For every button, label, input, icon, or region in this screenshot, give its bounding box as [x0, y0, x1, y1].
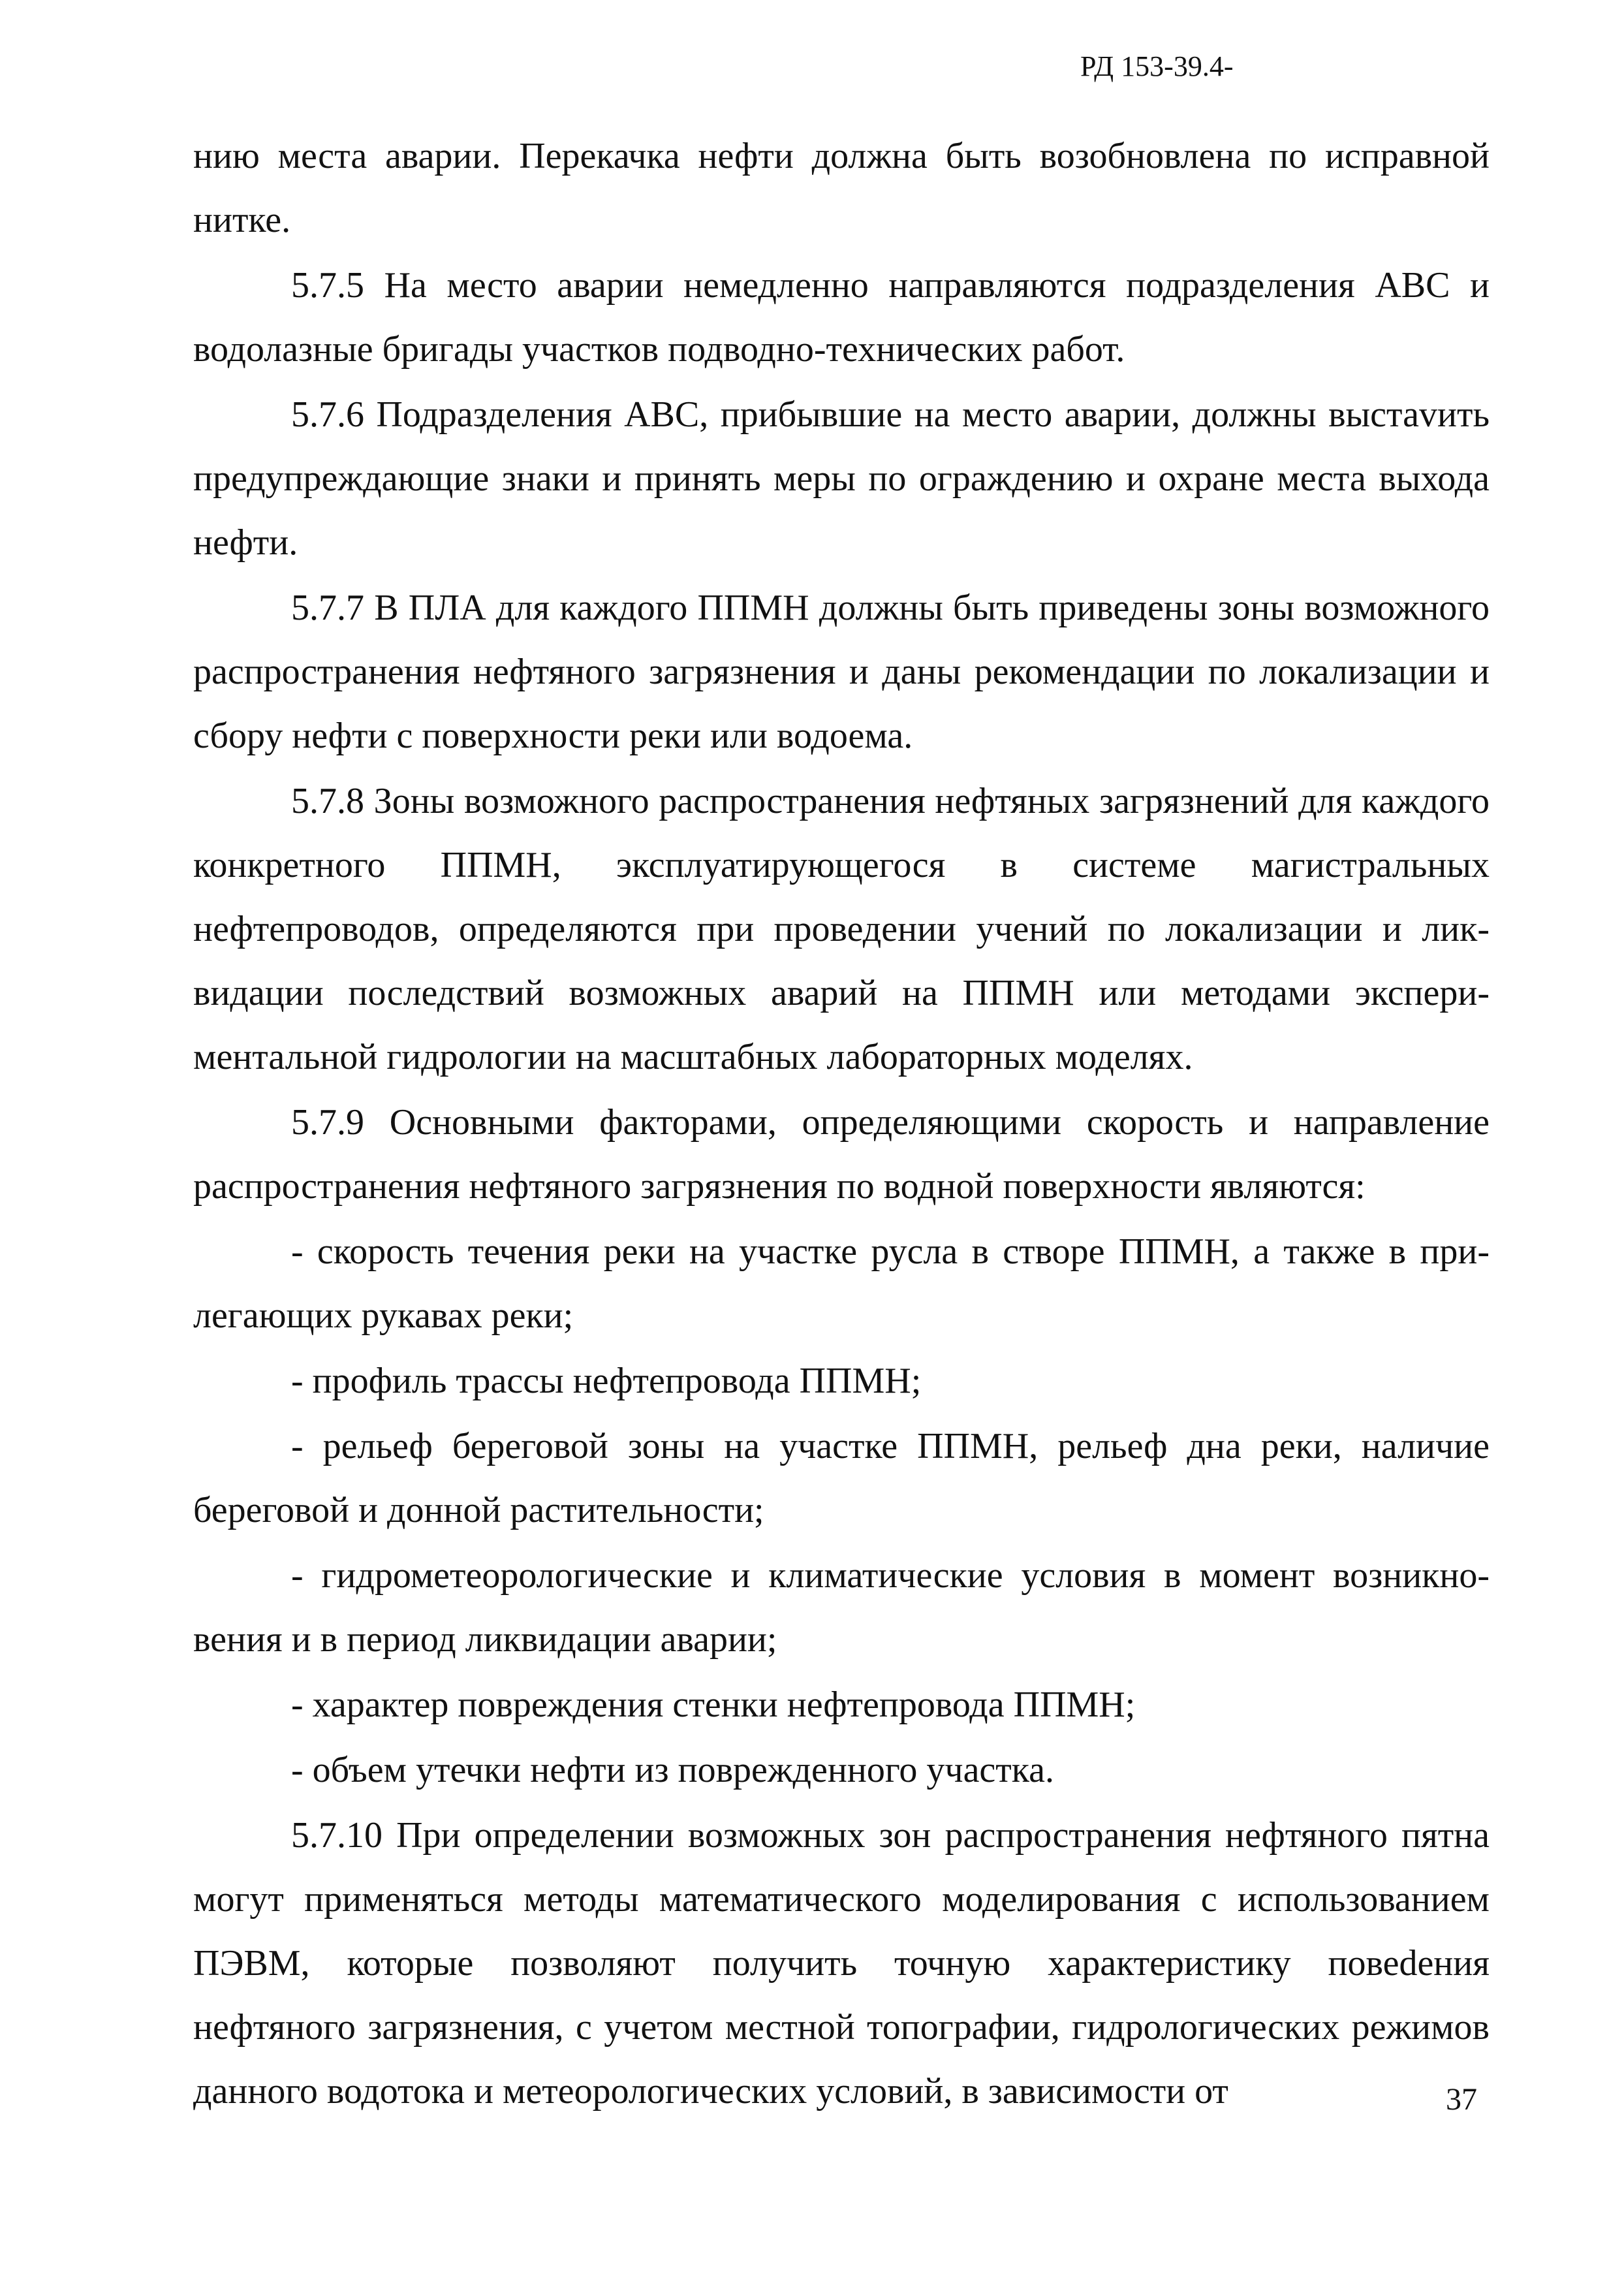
paragraph-5-7-6: 5.7.6 Подразделения АВС, прибывшие на место аварии, должны выстаvить предупреждающие знаки и принять меры по ограждению и охране места выхода нефти. — [193, 394, 1490, 563]
paragraph-5-7-10: 5.7.10 При определении возможных зон распространения нефтяного пятна могут применяться методы математического моделирования с использованием ПЭВМ, которые позволяют получить точную характеристику повеdения нефтяного загрязнения, с учетом местной топографии, гидрологических режимов данного водотока и метеорологических условий, в зависимости от — [193, 1815, 1490, 2111]
paragraph-5-7-5: 5.7.5 На место аварии немедленно направляются подразделения АВС и водолазные бригады участков подводно-технических работ. — [193, 265, 1490, 370]
paragraph-5-7-9: 5.7.9 Основными факторами, определяющими скорость и направление распространения нефтяного загрязнения по водной поверхности являются: — [193, 1102, 1490, 1207]
paragraph-5-7-8: 5.7.8 Зоны возможного распространения нефтяных загрязнений для каждого конкретного ППМН, эксплуатирующегося в системе магистральных нефтепроводов, определяются при проведении учений по локализации и ликвидации последствий возможных аварий на ППМН или методами экспериментальной гидрологии на масштабных лабораторных моделях. — [193, 781, 1490, 1077]
paragraph-5-7-7: 5.7.7 В ПЛА для каждого ППМН должны быть приведены зоны возможного распространения нефтяного загрязнения и даны рекомендации по локализации и сбору нефти с поверхности реки или водоема. — [193, 588, 1490, 756]
list-item-river-speed: - скорость течения реки на участке русла в створе ППМН, а также в прилегающих рукавах реки; — [193, 1231, 1490, 1336]
list-item-damage-type: - характер повреждения стенки нефтепровода ППМН; — [291, 1684, 1136, 1725]
document-code: РД 153-39.4- — [1080, 50, 1234, 82]
page-number: 37 — [1446, 2082, 1477, 2117]
list-item-weather: - гидрометеорологические и климатические условия в момент возникновения и в период ликвидации аварии; — [193, 1555, 1490, 1660]
list-item-leak-volume: - объем утечки нефти из поврежденного участка. — [291, 1750, 1054, 1790]
list-item-pipeline-profile: - профиль трассы нефтепровода ППМН; — [291, 1361, 922, 1401]
list-item-terrain: - рельеф береговой зоны на участке ППМН, рельеф дна реки, наличие береговой и донной растительности; — [193, 1426, 1490, 1530]
body-text — [193, 124, 1490, 2125]
paragraph-continuation: нию места аварии. Перекачка нефти должна быть возобновлена по исправной нитке. — [193, 136, 1490, 240]
